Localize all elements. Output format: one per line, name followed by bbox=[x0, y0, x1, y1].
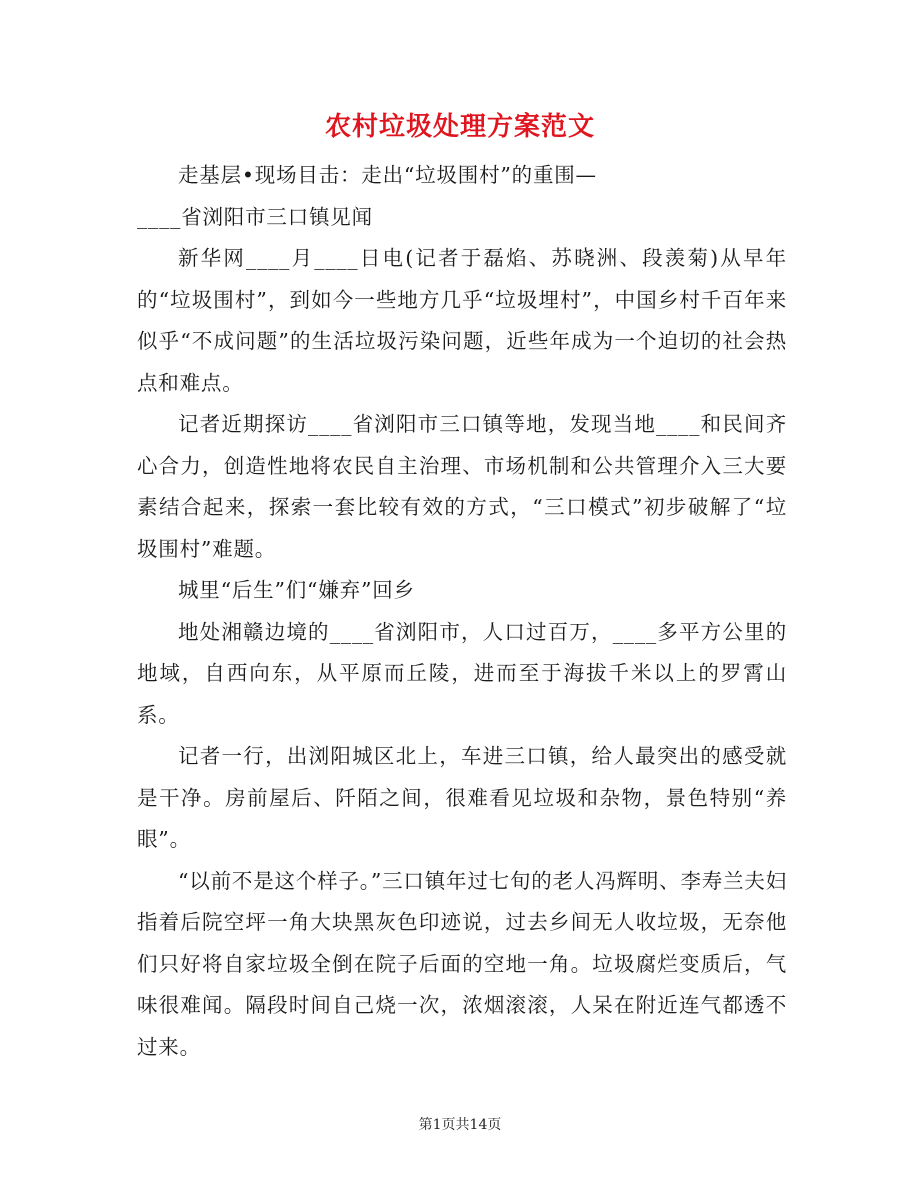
paragraph: 记者一行，出浏阳城区北上，车进三口镇，给人最突出的感受就是干净。房前屋后、阡陌之间，很难看见垃圾和杂物，景色特别“养眼”。 bbox=[137, 744, 787, 851]
paragraph-subheading-continued: ____省浏阳市三口镇见闻 bbox=[137, 204, 373, 229]
paragraph: 记者近期探访____省浏阳市三口镇等地，发现当地____和民间齐心合力，创造性地将农民自主治理、市场机制和公共管理介入三大要素结合起来，探索一套比较有效的方式，“三口模式”初步破解了“垃圾围村”难题。 bbox=[137, 412, 787, 561]
paragraph-subheading: 走基层•现场目击：走出“垃圾围村”的重围— bbox=[178, 163, 597, 187]
paragraph: “以前不是这个样子。”三口镇年过七旬的老人冯辉明、李寿兰夫妇指着后院空坪一角大块黑灰色印迹说，过去乡间无人收垃圾，无奈他们只好将自家垃圾全倒在院子后面的空地一角。垃圾腐烂变质后，气味很难闻。隔段时间自己烧一次，浓烟滚滚，人呆在附近连气都透不过来。 bbox=[137, 868, 787, 1059]
section-heading: 城里“后生”们“嫌弃”回乡 bbox=[178, 578, 415, 602]
paragraph: 地处湘赣边境的____省浏阳市，人口过百万，____多平方公里的地域，自西向东，从平原而丘陵，进而至于海拔千米以上的罗霄山系。 bbox=[137, 619, 787, 727]
document-title: 农村垃圾处理方案范文 bbox=[324, 112, 595, 142]
page-number-footer: 第1页共14页 bbox=[418, 1117, 502, 1133]
document-body bbox=[137, 155, 787, 1068]
paragraph: 新华网____月____日电(记者于磊焰、苏晓洲、段羡菊)从早年的“垃圾围村”，到如今一些地方几乎“垃圾埋村”，中国乡村千百年来似乎“不成问题”的生活垃圾污染问题，近些年成为一个迫切的社会热点和难点。 bbox=[137, 246, 787, 395]
